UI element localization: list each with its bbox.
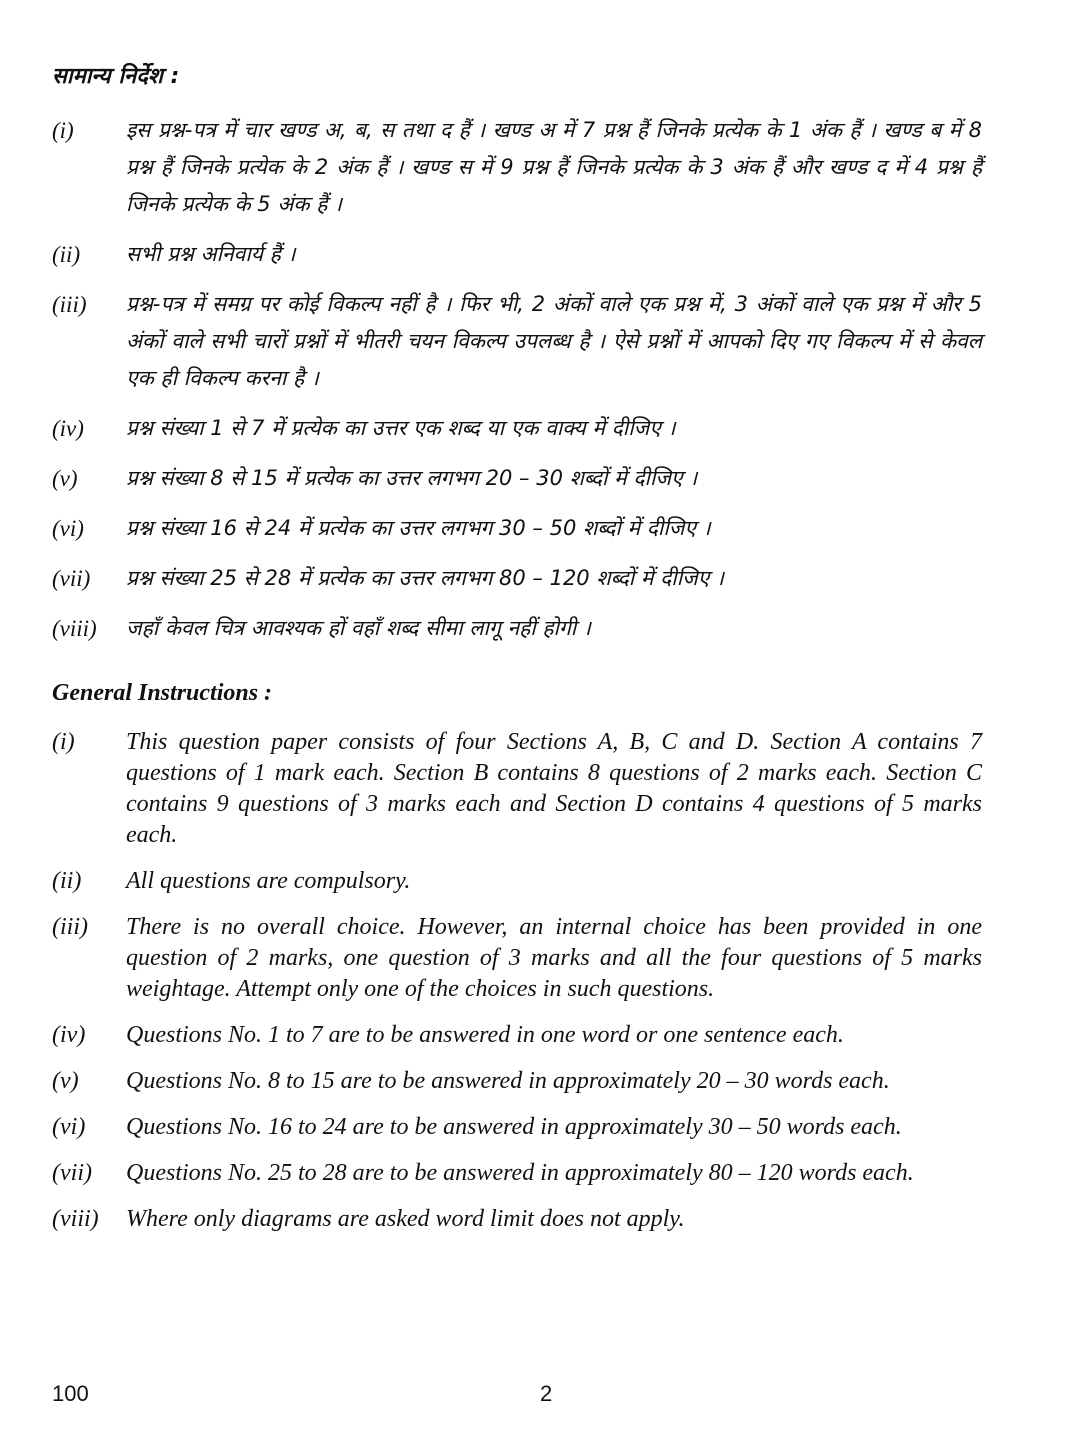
item-text: Questions No. 8 to 15 are to be answered in approximately 20 – 30 words each. [126,1068,890,1094]
item-text: Questions No. 16 to 24 are to be answered in approximately 30 – 50 words each. [126,1114,902,1140]
item-number: (iii) [52,292,87,317]
hindi-instruction-item [52,560,982,597]
hindi-instruction-item [52,236,982,273]
item-text: प्रश्न-पत्र में समग्र पर कोई विकल्प नहीं है । फिर भी, 2 अंकों वाले एक प्रश्न में, 3 अंकों वाले एक प्रश्न में और 5 अंकों वाले सभी चारों प्रश्नों में भीतरी चयन विकल्प उपलब्ध है । ऐसे प्रश्नों में आपको दिए गए विकल्प में से केवल एक ही विकल्प करना है । [126,292,982,390]
hindi-instruction-item [52,610,982,647]
english-instruction-item [52,1066,982,1097]
paper-code: 100 [52,1381,89,1406]
english-instruction-item [52,1020,982,1051]
item-number: (viii) [52,616,97,641]
english-instruction-item [52,866,982,897]
item-number: (viii) [52,1206,99,1232]
item-text: There is no overall choice. However, an internal choice has been provided in one question of 2 marks, one question of 3 marks and all the four questions of 5 marks weightage. Attempt only one of the choices in such questions. [126,914,982,1002]
item-text: All questions are compulsory. [126,868,411,894]
item-text: प्रश्न संख्या 8 से 15 में प्रत्येक का उत्तर लगभग 20 – 30 शब्दों में दीजिए । [126,466,698,490]
item-text: प्रश्न संख्या 16 से 24 में प्रत्येक का उत्तर लगभग 30 – 50 शब्दों में दीजिए । [126,516,711,540]
item-text: Questions No. 25 to 28 are to be answered in approximately 80 – 120 words each. [126,1160,914,1186]
english-instructions-list [52,727,982,1250]
english-instruction-item [52,1204,982,1235]
item-number: (ii) [52,242,81,267]
item-number: (v) [52,466,78,491]
item-number: (vi) [52,516,84,541]
english-instruction-item [52,1158,982,1189]
hindi-instruction-item [52,410,982,447]
item-text: Questions No. 1 to 7 are to be answered in one word or one sentence each. [126,1022,844,1048]
hindi-instruction-item [52,510,982,547]
english-instruction-item [52,1112,982,1143]
item-number: (ii) [52,868,82,894]
item-number: (vii) [52,1160,92,1186]
english-instructions-heading: General Instructions : [52,680,273,706]
item-text: This question paper consists of four Sections A, B, C and D. Section A contains 7 questions of 1 mark each. Section B contains 8 questions of 2 marks each. Section C contains 9 questions of 3 marks each and Section D contains 4 questions of 5 marks each. [126,729,982,848]
item-number: (iii) [52,914,88,940]
item-number: (vi) [52,1114,86,1140]
page-number: 2 [540,1381,553,1406]
item-number: (iv) [52,416,84,441]
item-text: प्रश्न संख्या 25 से 28 में प्रत्येक का उत्तर लगभग 80 – 120 शब्दों में दीजिए । [126,566,724,590]
item-number: (v) [52,1068,79,1094]
hindi-instruction-item [52,460,982,497]
item-number: (i) [52,118,74,143]
item-text: इस प्रश्न-पत्र में चार खण्ड अ, ब, स तथा द हैं । खण्ड अ में 7 प्रश्न हैं जिनके प्रत्येक के 1 अंक हैं । खण्ड ब में 8 प्रश्न हैं जिनके प्रत्येक के 2 अंक हैं । खण्ड स में 9 प्रश्न हैं जिनके प्रत्येक के 3 अंक हैं और खण्ड द में 4 प्रश्न हैं जिनके प्रत्येक के 5 अंक हैं । [126,118,982,216]
hindi-instructions-list [52,112,982,660]
hindi-instruction-item [52,286,982,397]
item-text: जहाँ केवल चित्र आवश्यक हों वहाँ शब्द सीमा लागू नहीं होगी । [126,616,591,640]
item-text: प्रश्न संख्या 1 से 7 में प्रत्येक का उत्तर एक शब्द या एक वाक्य में दीजिए । [126,416,676,440]
item-text: Where only diagrams are asked word limit does not apply. [126,1206,685,1232]
item-number: (iv) [52,1022,86,1048]
hindi-instructions-heading: सामान्य निर्देश : [52,64,180,89]
english-instruction-item [52,727,982,851]
english-instruction-item [52,912,982,1005]
hindi-instruction-item [52,112,982,223]
item-number: (i) [52,729,75,755]
item-number: (vii) [52,566,91,591]
item-text: सभी प्रश्न अनिवार्य हैं । [126,242,296,266]
